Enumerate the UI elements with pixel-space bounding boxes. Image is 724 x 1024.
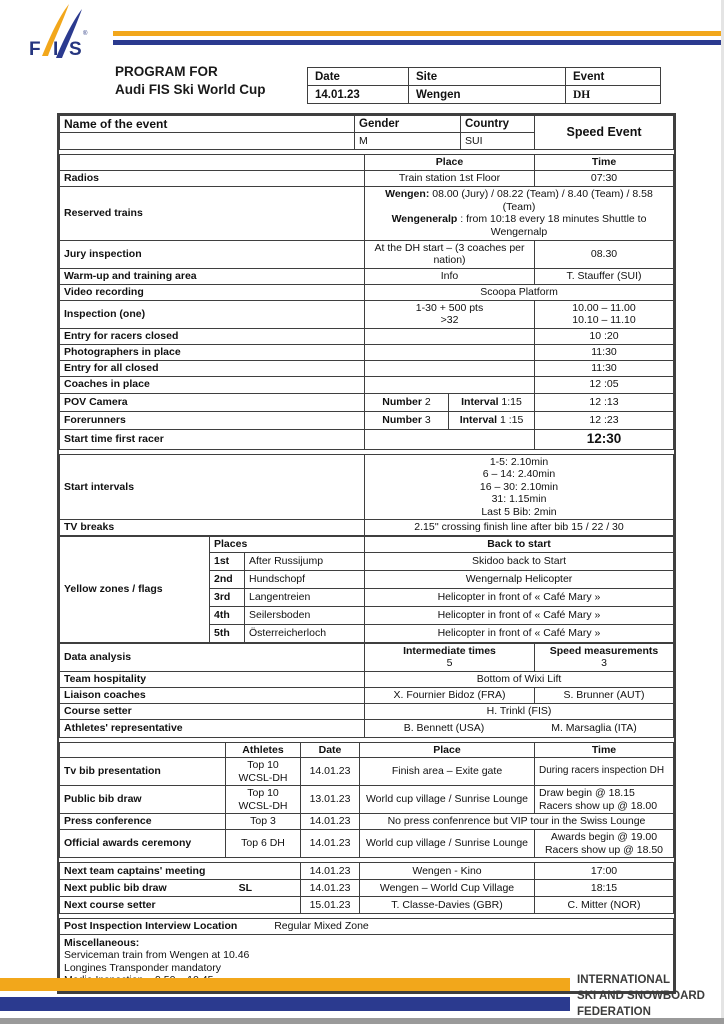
- reserved-trains-value: [365, 186, 674, 240]
- media-events-corner: [60, 742, 226, 758]
- date-value: 14.01.23: [308, 86, 409, 104]
- yellow-zone-back: Helicopter in front of « Café Mary »: [365, 606, 674, 624]
- public-bib-time-line1: Draw begin @ 18.15: [539, 787, 635, 799]
- entry-racers-place: [365, 328, 535, 344]
- public-bib-athletes: [226, 786, 301, 814]
- forerunners-interval-value: 1 :15: [499, 413, 524, 426]
- tv-breaks-label: TV breaks: [60, 520, 365, 536]
- reserved-trains-wengen: [369, 188, 669, 213]
- name-of-event-label: Name of the event: [60, 116, 355, 133]
- reserved-trains-wengeneralp-rest: : from 10:18 every 18 minutes Shuttle to Wengernalp: [457, 213, 647, 238]
- yellow-zones-table: [59, 536, 674, 643]
- start-first-racer-place: [365, 429, 535, 449]
- intervals-table: [59, 454, 674, 537]
- media-events-table: [59, 742, 674, 859]
- pov-number-label: Number: [382, 395, 422, 408]
- warmup-label: Warm-up and training area: [60, 268, 365, 284]
- speed-measurements-value: 3: [601, 657, 607, 669]
- pov-camera-time: 12 :13: [535, 393, 674, 411]
- time-column-header2: Time: [535, 742, 674, 758]
- tv-bib-athletes: [226, 758, 301, 786]
- inspection-time-line2: 10.10 – 11.10: [572, 314, 636, 326]
- next-captains-place: Wengen - Kino: [360, 863, 535, 880]
- press-conference-athletes: Top 3: [226, 814, 301, 830]
- next-public-bib-place: Wengen – World Cup Village: [360, 880, 535, 897]
- footer-stripe-orange: [0, 978, 570, 991]
- awards-date: 14.01.23: [301, 830, 360, 858]
- yellow-zone-place: Seilersboden: [245, 606, 365, 624]
- pov-camera-label: POV Camera: [60, 393, 365, 411]
- forerunners-time: 12 :23: [535, 411, 674, 429]
- intermediate-times-label: Intermediate times: [403, 644, 496, 657]
- next-captains-label: Next team captains' meeting: [60, 863, 301, 880]
- date-header: Date: [308, 68, 409, 86]
- country-label: Country: [461, 116, 535, 133]
- next-course-setter-label: Next course setter: [60, 897, 301, 914]
- yellow-zone-place: After Russijump: [245, 552, 365, 570]
- gender-value: M: [355, 133, 461, 150]
- public-bib-time: [535, 786, 674, 814]
- federation-line2: SKI AND SNOWBOARD: [577, 990, 705, 1002]
- yellow-zone-ord: 4th: [210, 606, 245, 624]
- jury-inspection-label: Jury inspection: [60, 240, 365, 268]
- intermediate-times-value: 5: [446, 657, 453, 669]
- start-interval-line: 1-5: 2.10min: [489, 455, 549, 468]
- federation-wordmark: [577, 972, 705, 1020]
- officials-table: [59, 643, 674, 738]
- schedule-corner: [60, 155, 365, 171]
- yellow-zone-ord: 3rd: [210, 588, 245, 606]
- yellow-zones-label: Yellow zones / flags: [60, 537, 210, 643]
- radios-time: 07:30: [535, 170, 674, 186]
- public-bib-athletes-line2: WCSL-DH: [238, 799, 288, 812]
- place-column-header2: Place: [360, 742, 535, 758]
- next-public-bib-label: Next public bib draw: [64, 881, 167, 894]
- reserved-trains-wengen-rest: 08.00 (Jury) / 08.22 (Team) / 8.40 (Team) / 8.58 (Team): [429, 188, 653, 213]
- awards-place: World cup village / Sunrise Lounge: [360, 830, 535, 858]
- time-column-header: Time: [535, 155, 674, 171]
- main-table-block: [57, 113, 676, 994]
- forerunners-number: [365, 411, 449, 429]
- athletes-rep-values: [365, 719, 674, 737]
- program-title-line1: PROGRAM FOR: [115, 64, 218, 79]
- event-value: DH: [566, 86, 661, 104]
- misc-line: Longines Transponder mandatory: [64, 961, 222, 974]
- yellow-zone-back: Skidoo back to Start: [365, 552, 674, 570]
- name-of-event-value: [60, 133, 355, 150]
- header-stripe-blue: [113, 40, 724, 45]
- logo-letter-s: S: [69, 39, 82, 59]
- photographers-time: 11:30: [535, 344, 674, 360]
- press-conference-value: No press confenrence but VIP tour in the Swiss Lounge: [360, 814, 674, 830]
- start-interval-line: 16 – 30: 2.10min: [479, 480, 559, 493]
- post-inspection-value: Regular Mixed Zone: [274, 920, 369, 932]
- data-analysis-intermediate: [365, 643, 535, 671]
- athletes-rep-2: M. Marsaglia (ITA): [551, 721, 637, 734]
- start-first-racer-label: Start time first racer: [60, 429, 365, 449]
- liaison-coach-1: X. Fournier Bidoz (FRA): [365, 687, 535, 703]
- warmup-place: Info: [365, 268, 535, 284]
- inspection-time-line1: 10.00 – 11.00: [572, 301, 636, 314]
- reserved-trains-wengen-bold: Wengen:: [385, 188, 430, 200]
- forerunners-number-value: 3: [424, 413, 431, 426]
- start-interval-line: 31: 1.15min: [491, 493, 547, 505]
- next-public-bib-label-cell: [60, 880, 301, 897]
- entry-all-time: 11:30: [535, 360, 674, 376]
- next-captains-time: 17:00: [535, 863, 674, 880]
- course-setter-value: H. Trinkl (FIS): [365, 703, 674, 719]
- pov-camera-interval: [449, 393, 535, 411]
- press-conference-date: 14.01.23: [301, 814, 360, 830]
- public-bib-place: World cup village / Sunrise Lounge: [360, 786, 535, 814]
- entry-all-place: [365, 360, 535, 376]
- page-edge-bottom: [0, 1018, 724, 1024]
- reserved-trains-label: Reserved trains: [60, 186, 365, 240]
- yellow-zone-place: Österreicherloch: [245, 624, 365, 642]
- yellow-zone-back: Helicopter in front of « Café Mary »: [365, 588, 674, 606]
- tv-bib-place: Finish area – Exite gate: [360, 758, 535, 786]
- pov-number-value: 2: [424, 395, 431, 408]
- post-inspection-row: [60, 919, 674, 935]
- inspection-label: Inspection (one): [60, 300, 365, 328]
- yellow-zone-ord: 5th: [210, 624, 245, 642]
- video-recording-value: Scoopa Platform: [365, 284, 674, 300]
- yellow-zone-back: Helicopter in front of « Café Mary »: [365, 624, 674, 642]
- yellow-zones-places-header: Places: [210, 537, 365, 553]
- start-first-racer-time: 12:30: [535, 429, 674, 449]
- warmup-time: T. Stauffer (SUI): [535, 268, 674, 284]
- logo-registered-mark: ®: [83, 31, 88, 37]
- radios-place: Train station 1st Floor: [365, 170, 535, 186]
- tv-bib-athletes-line1: Top 10: [247, 759, 279, 771]
- forerunners-label: Forerunners: [60, 411, 365, 429]
- logo-letter-i: I: [53, 39, 59, 59]
- next-public-bib-date: 14.01.23: [301, 880, 360, 897]
- athletes-rep-1: B. Bennett (USA): [403, 721, 485, 734]
- pov-interval-label: Interval: [461, 395, 499, 408]
- header-stripe-orange: [113, 31, 724, 36]
- entry-racers-time: 10 :20: [535, 328, 674, 344]
- yellow-zone-ord: 2nd: [210, 570, 245, 588]
- photographers-label: Photographers in place: [60, 344, 365, 360]
- federation-line1: INTERNATIONAL: [577, 974, 671, 986]
- inspection-place-line1: 1-30 + 500 pts: [415, 301, 484, 314]
- awards-time-line1: Awards begin @ 19.00: [550, 831, 658, 843]
- misc-line: Serviceman train from Wengen at 10.46: [64, 949, 250, 961]
- start-intervals-value: [365, 454, 674, 520]
- next-course-setter-place: T. Classe-Davies (GBR): [360, 897, 535, 914]
- tv-bib-date: 14.01.23: [301, 758, 360, 786]
- tv-bib-label: Tv bib presentation: [60, 758, 226, 786]
- site-header: Site: [409, 68, 566, 86]
- tv-breaks-value: 2.15'' crossing finish line after bib 15 / 22 / 30: [365, 520, 674, 536]
- site-value: Wengen: [409, 86, 566, 104]
- pov-interval-value: 1:15: [501, 395, 522, 408]
- photographers-place: [365, 344, 535, 360]
- course-setter-label: Course setter: [60, 703, 365, 719]
- event-header: Event: [566, 68, 661, 86]
- schedule-table: [59, 154, 674, 450]
- start-interval-line: 6 – 14: 2.40min: [482, 468, 556, 480]
- forerunners-interval-label: Interval: [459, 413, 498, 426]
- place-column-header: Place: [365, 155, 535, 171]
- inspection-place: [365, 300, 535, 328]
- yellow-zone-ord: 1st: [210, 552, 245, 570]
- awards-time-line2: Racers show up @ 18.50: [544, 843, 664, 856]
- next-public-bib-time: 18:15: [535, 880, 674, 897]
- next-events-table: [59, 862, 674, 914]
- next-course-setter-time: C. Mitter (NOR): [535, 897, 674, 914]
- logo-letter-f: F: [29, 39, 41, 59]
- footer-stripe-blue: [0, 997, 570, 1011]
- event-name-table: [59, 115, 674, 150]
- athletes-column-header: Athletes: [226, 742, 301, 758]
- inspection-time: [535, 300, 674, 328]
- video-recording-label: Video recording: [60, 284, 365, 300]
- public-bib-date: 13.01.23: [301, 786, 360, 814]
- entry-racers-label: Entry for racers closed: [60, 328, 365, 344]
- program-title: [115, 63, 266, 99]
- public-bib-label: Public bib draw: [60, 786, 226, 814]
- event-type: Speed Event: [535, 116, 674, 150]
- liaison-coaches-label: Liaison coaches: [60, 687, 365, 703]
- info-table: [307, 67, 661, 104]
- next-course-setter-date: 15.01.23: [301, 897, 360, 914]
- press-conference-label: Press conference: [60, 814, 226, 830]
- entry-all-label: Entry for all closed: [60, 360, 365, 376]
- yellow-zones-back-header: Back to start: [365, 537, 674, 553]
- data-analysis-speed: [535, 643, 674, 671]
- yellow-zone-place: Hundschopf: [245, 570, 365, 588]
- jury-inspection-place: At the DH start – (3 coaches per nation): [365, 240, 535, 268]
- jury-inspection-time: 08.30: [535, 240, 674, 268]
- pov-camera-number: [365, 393, 449, 411]
- athletes-rep-label: Athletes' representative: [60, 719, 365, 737]
- speed-measurements-label: Speed measurements: [549, 644, 659, 657]
- tv-bib-time: During racers inspection DH: [535, 758, 674, 786]
- coaches-place: [365, 376, 535, 393]
- coaches-time: 12 :05: [535, 376, 674, 393]
- awards-time: [535, 830, 674, 858]
- forerunners-interval: [449, 411, 535, 429]
- liaison-coach-2: S. Brunner (AUT): [535, 687, 674, 703]
- country-value: SUI: [461, 133, 535, 150]
- public-bib-athletes-line1: Top 10: [247, 787, 279, 799]
- reserved-trains-wengeneralp: [369, 213, 669, 238]
- awards-athletes: Top 6 DH: [226, 830, 301, 858]
- public-bib-time-line2: Racers show up @ 18.00: [539, 799, 658, 812]
- fis-logo: [22, 3, 114, 59]
- federation-line3: FEDERATION: [577, 1006, 651, 1018]
- reserved-trains-wengeneralp-bold: Wengeneralp: [391, 213, 458, 225]
- team-hospitality-value: Bottom of Wixi Lift: [365, 671, 674, 687]
- radios-label: Radios: [60, 170, 365, 186]
- forerunners-number-label: Number: [382, 413, 422, 426]
- team-hospitality-label: Team hospitality: [60, 671, 365, 687]
- inspection-place-line2: >32: [440, 314, 459, 326]
- start-intervals-label: Start intervals: [60, 454, 365, 520]
- next-public-bib-discipline: SL: [238, 881, 252, 894]
- date-column-header: Date: [301, 742, 360, 758]
- post-inspection-label: Post Inspection Interview Location: [64, 920, 238, 932]
- data-analysis-label: Data analysis: [60, 643, 365, 671]
- yellow-zone-place: Langentreien: [245, 588, 365, 606]
- awards-label: Official awards ceremony: [60, 830, 226, 858]
- start-interval-line: Last 5 Bib: 2min: [481, 505, 557, 518]
- tv-bib-athletes-line2: WCSL-DH: [238, 771, 288, 784]
- yellow-zone-back: Wengernalp Helicopter: [365, 570, 674, 588]
- coaches-label: Coaches in place: [60, 376, 365, 393]
- program-title-line2: Audi FIS Ski World Cup: [115, 82, 266, 97]
- next-captains-date: 14.01.23: [301, 863, 360, 880]
- miscellaneous-label: Miscellaneous:: [64, 936, 140, 949]
- gender-label: Gender: [355, 116, 461, 133]
